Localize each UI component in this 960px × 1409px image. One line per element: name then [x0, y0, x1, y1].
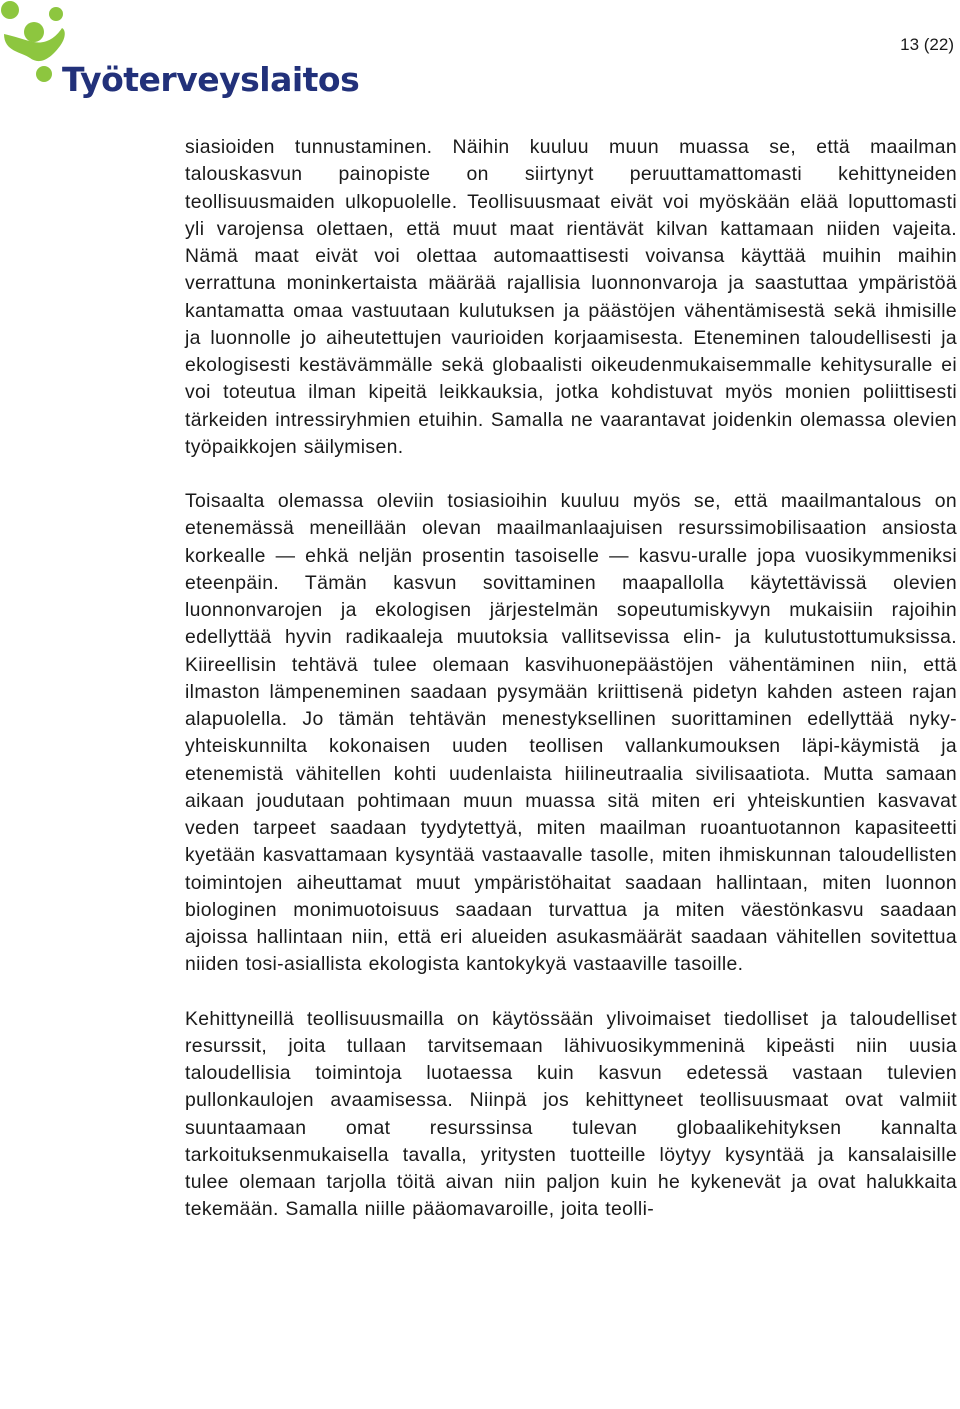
paragraph-3: Kehittyneillä teollisuusmailla on käytössään ylivoimaiset tiedolliset ja taloudelliset resurssit, joita tullaan tarvitsemaan lähivuosikymmeninä kipeästi niin uusia taloudellisia toimintoja luotaessa kuin kasvun edetessä vastaan tulevien pullonkaulojen avaamisessa. Niinpä jos kehittyneet teollisuusmaat ovat valmiit suuntaamaan omat resurssinsa tulevan globaalikehityksen kannalta tarkoituksenmukaisella tavalla, yritysten tuotteille löytyy kysyntää ja kansalaisille tulee olemaan tarjolla töitä aivan niin paljon kuin he kykenevät ja ovat halukkaita tekemään. Samalla niille pääomavaroille, joita teolli- [185, 1007, 957, 1221]
logo-wordmark: Työterveyslaitos [62, 60, 360, 99]
green-leaf-dots-logo-icon [0, 0, 70, 90]
page-header [0, 0, 960, 110]
paragraph-2: Toisaalta olemassa oleviin tosiasioihin kuuluu myös se, että maailmantalous on etenemässä meneillään olevan maailmanlaajuisen resurssimobilisaation ansiosta korkealle — ehkä neljän prosentin tasoiselle — kasvu-uralle jopa vuosikymmeniksi eteenpäin. Tämän kasvun sovittaminen maapallolla käytettävissä olevien luonnonvarojen ja ekologisen järjestelmän sopeutumiskyvyn mukaisiin rajoihin edellyttää hyvin radikaaleja muutoksia vallitsevissa elin- ja kulutustottumuksissa. Kiireellisin tehtävä tulee olemaan kasvihuonepäästöjen vähentäminen niin, että ilmaston lämpeneminen saadaan pysymään kriittisenä pidetyn kahden asteen rajan alapuolella. Jo tämän tehtävän menestyksellinen suorittaminen edellyttää nyky-yhteiskunnilta kokonaisen uuden teollisen vallankumouksen läpi-käymistä ja etenemistä vähitellen kohti uudenlaista hiilineutraalia sivilisaatiota. Mutta samaan aikaan joudutaan pohtimaan muun muassa sitä miten eri yhteiskuntien kasvavat veden tarpeet saadaan tyydytettyä, miten maailman ruoantuotannon kapasiteetti kyetään kasvattamaan kysyntää vastaavalle tasolle, miten ihmiskunnan taloudellisten toimintojen aiheuttamat muut ympäristöhaitat saadaan hallintaan, miten luonnon biologinen monimuotoisuus saadaan turvattua ja miten väestönkasvu saadaan ajoissa hallintaan niin, että eri alueiden asukasmäärät saadaan vähitellen sovitettua niiden tosi-asiallista ekologista kantokykyä vastaaville tasoille. [185, 490, 957, 976]
page-number: 13 (22) [900, 35, 954, 54]
body-text [185, 134, 957, 1224]
logo [0, 0, 360, 110]
paragraph-1: siasioiden tunnustaminen. Näihin kuuluu muun muassa se, että maailman talouskasvun painopiste on siirtynyt peruuttamattomasti kehittyneiden teollisuusmaiden ulkopuolelle. Teollisuusmaat eivät voi myöskään elää loputtomasti yli varojensa olettaen, että muut maat rientävät kilvan kattamaan niiden vajeita. Nämä maat eivät voi olettaa automaattisesti voivansa käyttää muihin maihin verrattuna moninkertaista määrää rajallisia luonnonvaroja ja saastuttaa ympäristöä kantamatta omaa vastuutaan kulutuksen ja päästöjen vähentämisestä sekä ihmisille ja luonnolle jo aiheutettujen vaurioiden korjaamisesta. Eteneminen taloudellisesti ja ekologisesti kestävämmälle sekä globaalisti oikeudenmukaisemmalle kehitysuralle ei voi toteutua ilman kipeitä leikkauksia, jotka kohdistuvat myös monien poliittisesti tärkeiden intressiryhmien etuihin. Samalla ne vaarantavat joidenkin olemassa olevien työpaikkojen säilymisen. [185, 136, 957, 458]
